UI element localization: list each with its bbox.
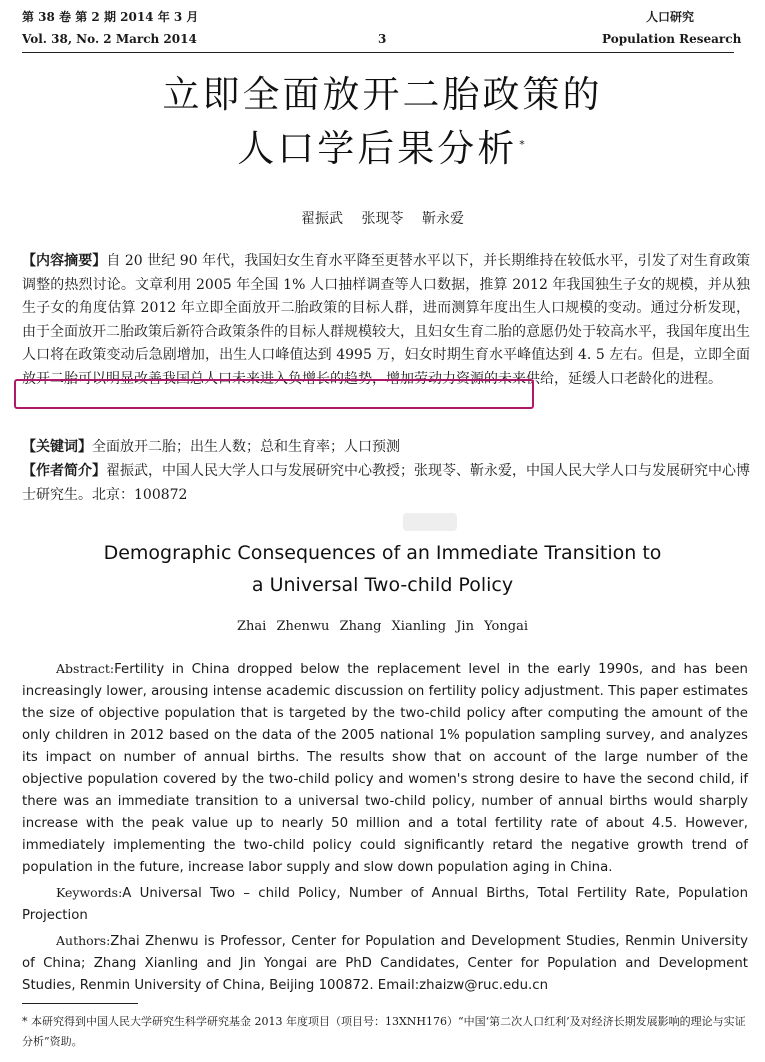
en-author-info-text: Zhai Zhenwu is Professor, Center for Population and Development Studies, Renmin University of China; Zhang Xianling and Jin Yongai are PhD Candidates, Center for Population and Development Studies, Renmin University of China, Beijing 100872. Email:zhaizw@ruc.edu.cn [22, 934, 748, 993]
highlight-box [14, 379, 534, 409]
journal-issue-cn: 第 38 卷 第 2 期 2014 年 3 月 [22, 10, 199, 24]
cn-title-line1: 立即全面放开二胎政策的 [162, 73, 603, 116]
journal-name-en: Population Research [602, 32, 742, 46]
cn-keywords-text: 全面放开二胎；出生人数；总和生育率；人口预测 [92, 439, 400, 455]
en-authors: Zhai Zhenwu Zhang Xianling Jin Yongai [237, 619, 528, 634]
journal-issue-en: Vol. 38, No. 2 March 2014 [22, 32, 197, 46]
en-abstract-text: Fertility in China dropped below the replacement level in the early 1990s, and has been increasingly lower, arousing intense academic discussion on fertility policy adjustment. This paper estimates the size of objective population that is targeted by the two-child policy after computing the amount of the only children in 2012 based on the data of the 2005 national 1% population sampling survey, and analyzes its impact on number of annual births. The results show that on account of the large number of the objective population covered by the two-child policy and women's strong desire to have the second child, if there was an immediate transition to a universal two-child policy, number of annual births would sharply increase with the peak value up to nearly 50 million and a total fertility rate of about 4.5. However, immediately implementing the two-child policy could significantly retard the negative growth trend of population in the future, increase labor supply and slow down population aging in China. [22, 662, 748, 875]
cn-author-info-text: 翟振武，中国人民大学人口与发展研究中心教授；张现苓、靳永爱，中国人民大学人口与发展研究中心博士研究生。北京：100872 [22, 463, 750, 503]
cn-keywords-label: 【关键词】 [22, 439, 92, 455]
en-keywords-label: Keywords: [56, 885, 123, 900]
cn-title-line2: 人口学后果分析 * [237, 127, 528, 170]
en-keywords [22, 882, 748, 927]
footnote-rule [22, 1003, 138, 1004]
footnote: * 本研究得到中国人民大学研究生科学研究基金 2013 年度项目（项目号：13XNH176）“中国‘第二次人口红利’及对经济长期发展影响的理论与实证分析”资助。 [22, 1015, 746, 1048]
en-author-info-label: Authors: [56, 933, 111, 948]
title-footnote-marker: * [519, 137, 528, 151]
cn-keywords [22, 436, 750, 460]
journal-name-cn: 人口研究 [646, 10, 695, 24]
en-keywords-text: A Universal Two – child Policy, Number of Annual Births, Total Fertility Rate, Population Projection [22, 886, 748, 923]
cn-authors: 翟振武 张现苓 靳永爱 [301, 211, 464, 227]
cn-author-info [22, 460, 750, 507]
en-author-info [22, 930, 748, 997]
page-number: 3 [378, 32, 387, 46]
watermark [403, 513, 457, 531]
header-rule [22, 52, 734, 53]
cn-abstract-text: 自 20 世纪 90 年代，我国妇女生育水平降至更替水平以下，并长期维持在较低水平，引发了对生育政策调整的热烈讨论。文章利用 2005 年全国 1% 人口抽样调查等人口数据，推算 2012 年我国独生子女的规模，并从独生子女的角度估算 2012 年立即全面放开二胎政策的目标人群，进而测算年度出生人口规模的变动。通过分析发现，由于全面放开二胎政策后新符合政策条件的目标人群规模较大，且妇女生育二胎的意愿仍处于较高水平，我国年度出生人口将在政策变动后急剧增加，出生人口峰值达到 4995 万，妇女时期生育水平峰值达到 4. 5 左右。但是，立即全面放开二胎可以明显改善我国总人口未来进入负增长的趋势，增加劳动力资源的未来供给，延缓人口老龄化的进程。 [22, 253, 751, 387]
cn-abstract [22, 250, 750, 391]
en-title-line1: Demographic Consequences of an Immediate Transition to [103, 542, 662, 564]
en-abstract [22, 658, 748, 879]
en-title-line2: a Universal Two-child Policy [251, 574, 514, 596]
en-abstract-label: Abstract: [56, 661, 115, 676]
cn-author-info-label: 【作者简介】 [22, 463, 106, 479]
cn-abstract-label: 【内容摘要】 [22, 253, 107, 269]
